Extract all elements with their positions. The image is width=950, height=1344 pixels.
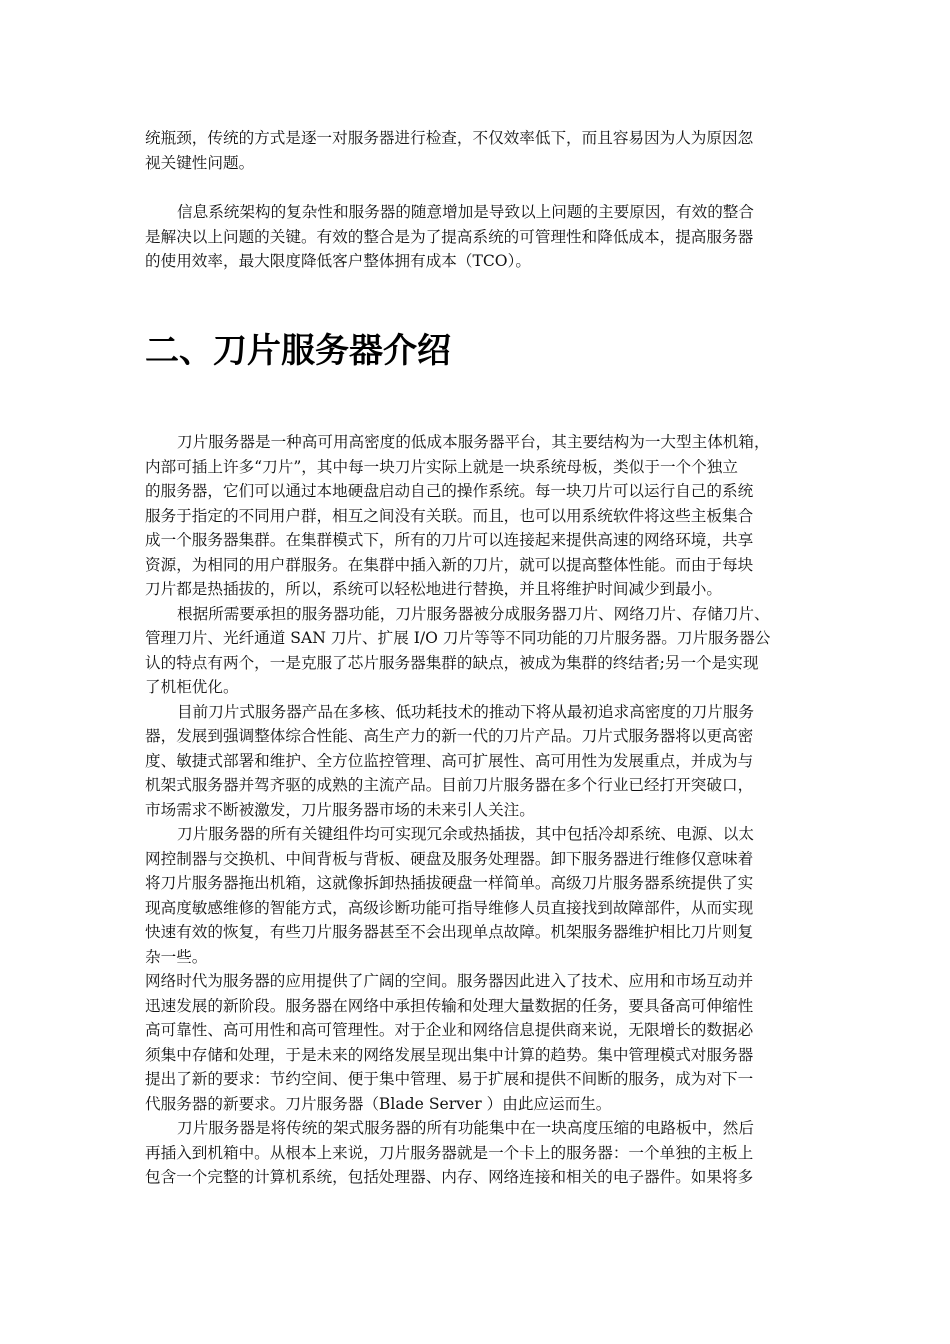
text-line: 再插入到机箱中。从根本上来说，刀片服务器就是一个卡上的服务器：一个单独的主板上 <box>145 1143 754 1162</box>
text-line: 服务于指定的不同用户群，相互之间没有关联。而且，也可以用系统软件将这些主板集合 <box>145 506 754 525</box>
text-line: 刀片服务器是一种高可用高密度的低成本服务器平台，其主要结构为一大型主体机箱， <box>177 433 770 451</box>
text-line: 度、敏捷式部署和维护、全方位监控管理、高可扩展性、高可用性为发展重点，并成为与 <box>145 751 754 770</box>
text-line: 须集中存储和处理，于是未来的网络发展呈现出集中计算的趋势。集中管理模式对服务器 <box>145 1045 754 1064</box>
text-line: 网控制器与交换机、中间背板与背板、硬盘及服务处理器。卸下服务器进行维修仅意味着 <box>145 849 754 868</box>
text-line: 现高度敏感维修的智能方式，高级诊断功能可指导维修人员直接找到故障部件，从而实现 <box>145 898 754 917</box>
text-line: 内部可插上许多“刀片”，其中每一块刀片实际上就是一块系统母板，类似于一个个独立 <box>145 457 738 476</box>
text-line: 刀片都是热插拔的，所以，系统可以轻松地进行替换，并且将维护时间减少到最小。 <box>145 580 722 598</box>
text-line: 刀片服务器是将传统的架式服务器的所有功能集中在一块高度压缩的电路板中，然后 <box>177 1119 754 1137</box>
text-line: 视关键性问题。 <box>145 153 255 172</box>
text-line: 认的特点有两个，一是克服了芯片服务器集群的缺点，被成为集群的终结者;另一个是实现 <box>145 653 759 672</box>
text-line: 目前刀片式服务器产品在多核、低功耗技术的推动下将从最初追求高密度的刀片服务 <box>177 702 754 721</box>
text-line: 提出了新的要求：节约空间、便于集中管理、易于扩展和提供不间断的服务，成为对下一 <box>145 1070 754 1088</box>
text-line: 器，发展到强调整体综合性能、高生产力的新一代的刀片产品。刀片式服务器将以更高密 <box>145 727 754 745</box>
text-line: 管理刀片、光纤通道 SAN 刀片、扩展 I/O 刀片等等不同功能的刀片服务器。刀片服务器公 <box>145 629 771 647</box>
text-line: 网络时代为服务器的应用提供了广阔的空间。服务器因此进入了技术、应用和市场互动并 <box>145 972 754 990</box>
text-line: 成一个服务器集群。在集群模式下，所有的刀片可以连接起来提供高速的网络环境，共享 <box>145 531 754 549</box>
paragraph <box>145 969 811 1116</box>
paragraph <box>145 430 811 602</box>
text-line: 代服务器的新要求。刀片服务器（Blade Server ）由此应运而生。 <box>145 1094 612 1113</box>
section-body <box>145 430 811 1190</box>
text-line: 刀片服务器的所有关键组件均可实现冗余或热插拔，其中包括冷却系统、电源、以太 <box>177 825 754 843</box>
text-line: 是解决以上问题的关键。有效的整合是为了提高系统的可管理性和降低成本，提高服务器 <box>145 227 754 246</box>
text-line: 包含一个完整的计算机系统，包括处理器、内存、网络连接和相关的电子器件。如果将多 <box>145 1168 754 1186</box>
text-line: 快速有效的恢复，有些刀片服务器甚至不会出现单点故障。机架服务器维护相比刀片则复 <box>145 923 754 941</box>
paragraph <box>145 1116 811 1190</box>
text-line: 资源，为相同的用户群服务。在集群中插入新的刀片，就可以提高整体性能。而由于每块 <box>145 555 754 574</box>
paragraph <box>145 200 811 274</box>
text-line: 统瓶颈，传统的方式是逐一对服务器进行检查，不仅效率低下，而且容易因为人为原因忽 <box>145 129 754 147</box>
text-line: 的使用效率，最大限度降低客户整体拥有成本（TCO）。 <box>145 252 531 270</box>
text-line: 高可靠性、高可用性和高可管理性。对于企业和网络信息提供商来说，无限增长的数据必 <box>145 1021 754 1039</box>
text-line: 杂一些。 <box>145 947 208 966</box>
text-line: 信息系统架构的复杂性和服务器的随意增加是导致以上问题的主要原因，有效的整合 <box>177 203 754 221</box>
text-line: 市场需求不断被激发，刀片服务器市场的未来引人关注。 <box>145 800 535 819</box>
paragraph <box>145 602 811 700</box>
section-heading: 二、刀片服务器介绍 <box>145 331 451 371</box>
text-line: 了机柜优化。 <box>145 678 239 696</box>
text-line: 的服务器，它们可以通过本地硬盘启动自己的操作系统。每一块刀片可以运行自己的系统 <box>145 482 754 500</box>
text-line: 机架式服务器并驾齐驱的成熟的主流产品。目前刀片服务器在多个行业已经打开突破口， <box>145 776 754 794</box>
paragraph <box>145 700 811 823</box>
paragraph <box>145 126 811 175</box>
text-line: 根据所需要承担的服务器功能，刀片服务器被分成服务器刀片、网络刀片、存储刀片、 <box>177 604 770 623</box>
text-line: 将刀片服务器拖出机箱，这就像拆卸热插拔硬盘一样简单。高级刀片服务器系统提供了实 <box>145 874 754 892</box>
paragraph <box>145 822 811 969</box>
text-line: 迅速发展的新阶段。服务器在网络中承担传输和处理大量数据的任务，要具备高可伸缩性 <box>145 996 754 1015</box>
